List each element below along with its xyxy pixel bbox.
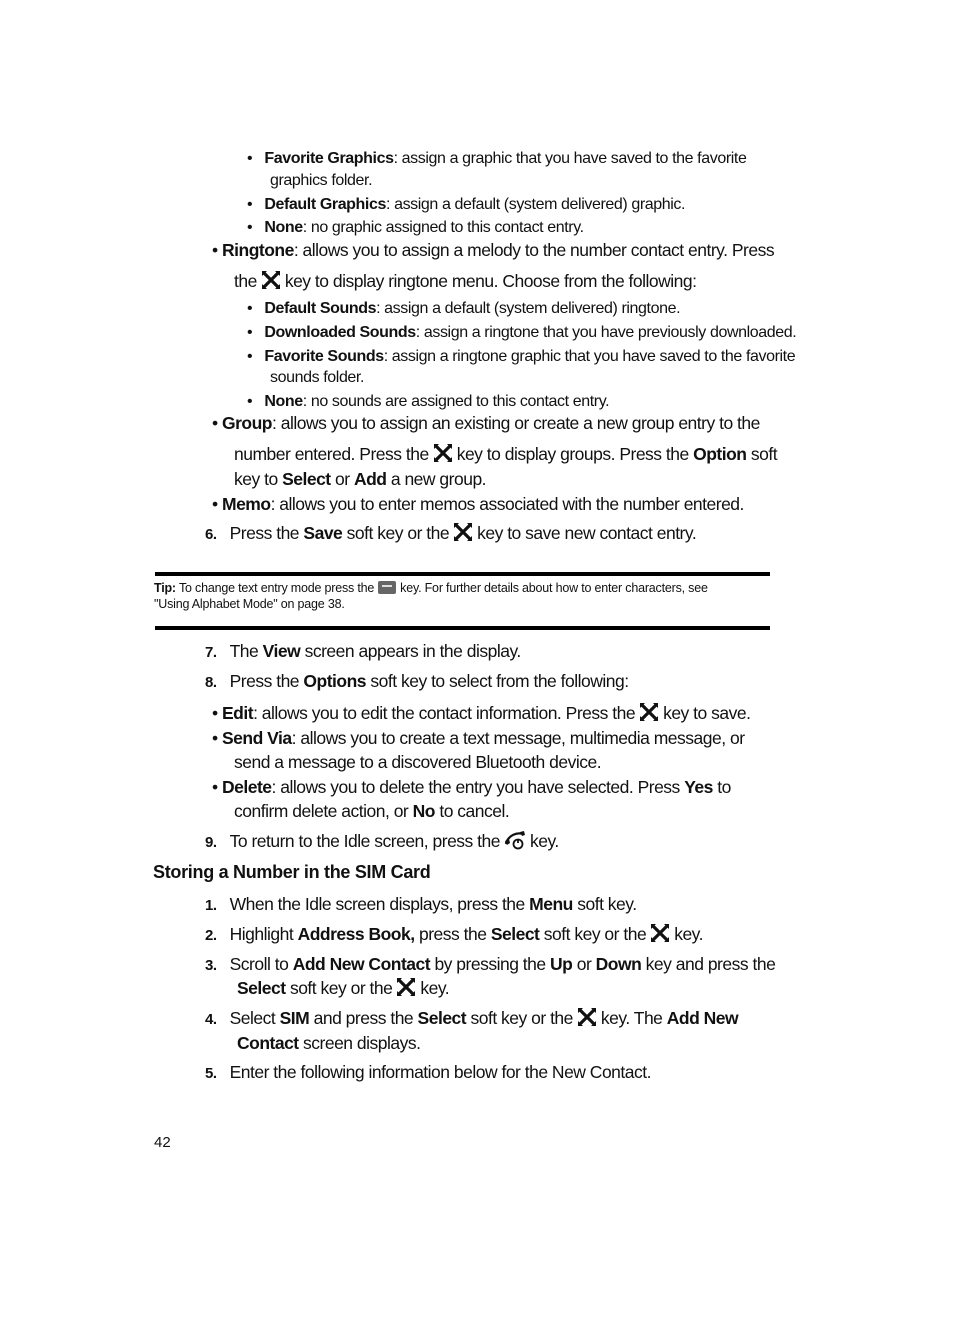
bullet-group: • Group: allows you to assign an existing or create a new group entry to the <box>212 413 760 433</box>
tip-top-rule <box>155 572 770 576</box>
bullet-send-via-line2: send a message to a discovered Bluetooth device. <box>234 752 602 772</box>
step-7: 7. The View screen appears in the display. <box>205 641 521 661</box>
navigation-select-key-icon <box>576 1006 598 1028</box>
navigation-select-key-icon <box>432 442 454 464</box>
sim-step-5: 5. Enter the following information below for the New Contact. <box>205 1062 651 1082</box>
step-9: 9. To return to the Idle screen, press the key. <box>205 831 559 851</box>
sub-bullet-favorite-sounds-cont: sounds folder. <box>270 369 365 386</box>
navigation-select-key-icon <box>260 269 282 291</box>
sub-bullet-default-sounds: • Default Sounds: assign a default (system delivered) ringtone. <box>247 300 681 317</box>
text-mode-key-icon <box>378 581 396 594</box>
navigation-select-key-icon <box>395 976 417 998</box>
bullet-send-via: • Send Via: allows you to create a text message, multimedia message, or <box>212 728 745 748</box>
bullet-ringtone: • Ringtone: allows you to assign a melody to the number contact entry. Press <box>212 240 775 260</box>
sim-step-3-line2: Select soft key or the key. <box>237 978 450 998</box>
sim-step-1: 1. When the Idle screen displays, press the Menu soft key. <box>205 894 637 914</box>
end-key-icon <box>503 829 527 851</box>
sub-bullet-downloaded-sounds: • Downloaded Sounds: assign a ringtone that you have previously downloaded. <box>247 324 797 341</box>
bullet-memo: • Memo: allows you to enter memos associated with the number entered. <box>212 494 744 514</box>
navigation-select-key-icon <box>452 521 474 543</box>
bullet-delete: • Delete: allows you to delete the entry you have selected. Press Yes to <box>212 777 731 797</box>
bullet-ringtone-line2: the key to display ringtone menu. Choose from the following: <box>234 271 697 291</box>
page-number: 42 <box>154 1134 171 1151</box>
sim-step-4-line2: Contact screen displays. <box>237 1033 421 1053</box>
navigation-select-key-icon <box>638 701 660 723</box>
tip-line2: "Using Alphabet Mode" on page 38. <box>154 597 345 611</box>
sub-bullet-favorite-graphics-cont: graphics folder. <box>270 172 373 189</box>
sub-bullet-favorite-sounds: • Favorite Sounds: assign a ringtone graphic that you have saved to the favorite <box>247 348 796 365</box>
tip-bottom-rule <box>155 626 770 630</box>
step-8: 8. Press the Options soft key to select from the following: <box>205 671 629 691</box>
sub-bullet-favorite-graphics: • Favorite Graphics: assign a graphic that you have saved to the favorite <box>247 150 747 167</box>
bullet-edit: • Edit: allows you to edit the contact information. Press the key to save. <box>212 703 751 723</box>
bullet-delete-line2: confirm delete action, or No to cancel. <box>234 801 510 821</box>
sub-bullet-none-graphic: • None: no graphic assigned to this contact entry. <box>247 219 584 236</box>
sim-step-4: 4. Select SIM and press the Select soft key or the key. The Add New <box>205 1008 739 1028</box>
navigation-select-key-icon <box>649 922 671 944</box>
section-heading: Storing a Number in the SIM Card <box>153 862 431 882</box>
bullet-group-line2: number entered. Press the key to display groups. Press the Option soft <box>234 444 778 464</box>
sub-bullet-default-graphics: • Default Graphics: assign a default (system delivered) graphic. <box>247 196 686 213</box>
tip-line1: Tip: To change text entry mode press the key. For further details about how to enter characters, see <box>154 581 708 595</box>
step-6: 6. Press the Save soft key or the key to save new contact entry. <box>205 523 697 543</box>
sim-step-3: 3. Scroll to Add New Contact by pressing the Up or Down key and press the <box>205 954 776 974</box>
sim-step-2: 2. Highlight Address Book, press the Select soft key or the key. <box>205 924 703 944</box>
bullet-group-line3: key to Select or Add a new group. <box>234 469 487 489</box>
sub-bullet-none-sounds: • None: no sounds are assigned to this contact entry. <box>247 393 610 410</box>
